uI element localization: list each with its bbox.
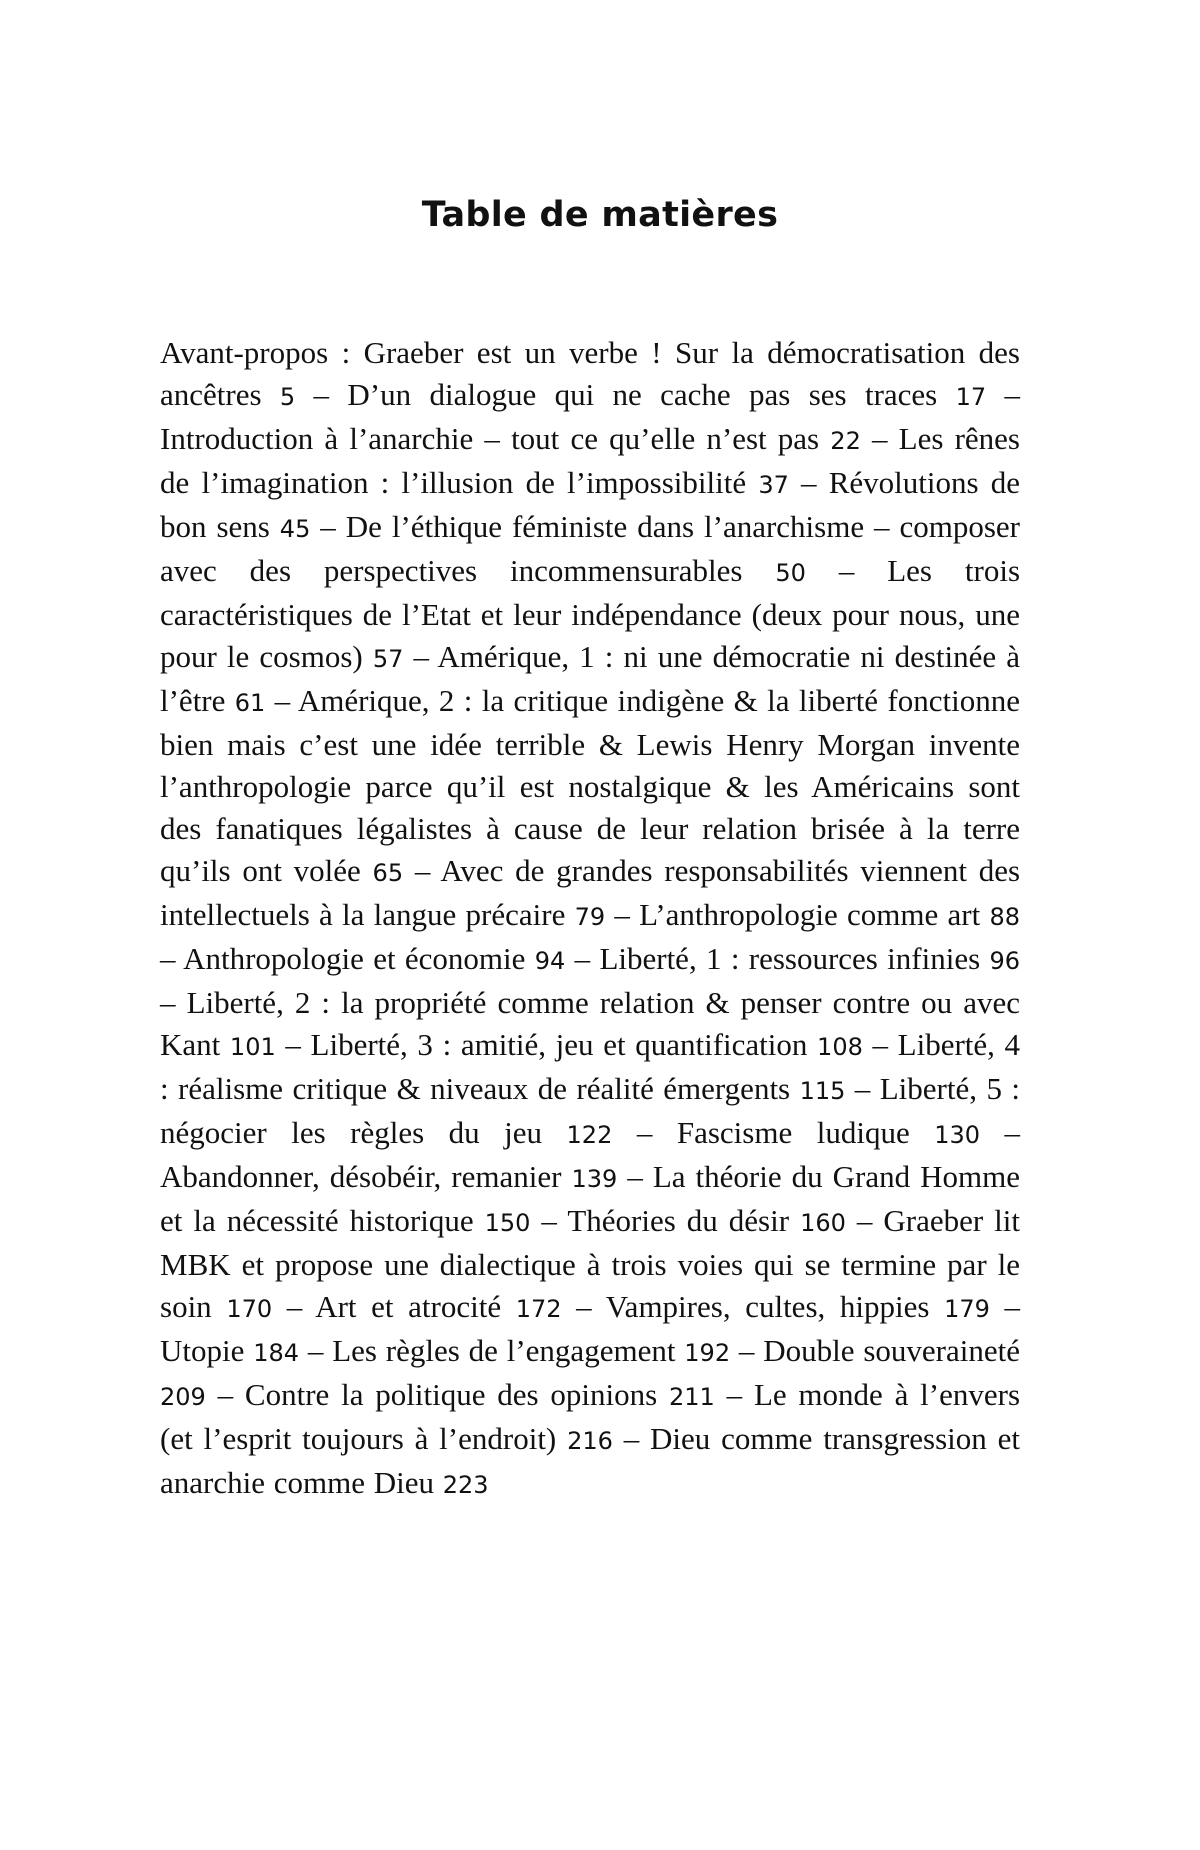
- toc-entry-title: D’un dialogue qui ne cache pas ses traces: [347, 377, 938, 412]
- page-title: Table de matières: [421, 195, 779, 235]
- toc-entry-page-number: 108: [817, 1033, 863, 1061]
- toc-entry-page-number: 184: [253, 1339, 300, 1367]
- toc-entry-page-number: 115: [799, 1077, 846, 1105]
- toc-entry-title: Les règles de l’engagement: [332, 1333, 676, 1368]
- toc-entry-title: Le monde à l’envers (et l’esprit toujours à l’endroit): [160, 1377, 1021, 1456]
- toc-entry-page-number: 50: [775, 559, 806, 587]
- toc-entry-page-number: 216: [567, 1427, 613, 1455]
- toc-entry-page-number: 150: [484, 1209, 531, 1237]
- toc-entry-page-number: 22: [830, 427, 861, 455]
- toc-entry-title: La théorie du Grand Homme et la nécessité historique: [160, 1159, 1021, 1238]
- toc-entry-title: Liberté, 3 : amitié, jeu et quantification: [310, 1027, 808, 1062]
- toc-entry-page-number: 160: [800, 1209, 846, 1237]
- toc-entry-title: Amérique, 1 : ni une démocratie ni destinée à l’être: [160, 639, 1021, 718]
- toc-entry-page-number: 139: [571, 1165, 618, 1193]
- toc-entry-page-number: 179: [944, 1295, 990, 1323]
- toc-entry-page-number: 45: [279, 515, 311, 543]
- toc-entry-page-number: 79: [574, 903, 606, 931]
- toc-entry-title: Fascisme ludique: [676, 1115, 910, 1150]
- toc-entry-page-number: 122: [566, 1121, 613, 1149]
- toc-entry-page-number: 192: [684, 1339, 731, 1367]
- toc-entry-title: Vampires, cultes, hippies: [605, 1289, 930, 1324]
- toc-entry-title: Utopie: [160, 1333, 245, 1368]
- toc-entry-page-number: 61: [234, 689, 266, 717]
- table-of-contents: Avant-propos : Graeber est un verbe ! Sur la démocratisation des ancêtres 5 – D’un dialogue qui ne cache pas ses traces 17 – Introduction à l’anarchie – tout ce qu’elle n’est pas 22 – Les rênes de l’imagination : l’illusion de l’impossibilité 37 – Révolutions de bon sens 45 – De l’éthique féministe dans l’anarchisme – composer avec des perspectives incommensurables 50 – Les trois caractéristiques de l’Etat et leur indépendance (deux pour nous, une pour le cosmos) 57 – Amérique, 1 : ni une démocratie ni destinée à l’être 61 – Amérique, 2 : la critique indigène & la liberté fonctionne bien mais c’est une idée terrible & Lewis Henry Morgan invente l’anthropologie parce qu’il est nostalgique & les Américains sont des fanatiques légalistes à cause de leur relation brisée à la terre qu’ils ont volée 65 – Avec de grandes responsabilités viennent des intellectuels à la langue précaire 79 – L’anthropologie comme art 88 – Anthropologie et économie 94 – Liberté, 1 : ressources infinies 96 – Liberté, 2 : la propriété comme relation & penser contre ou avec Kant 101 – Liberté, 3 : amitié, jeu et quantification 108 – Liberté, 4 : réalisme critique & niveaux de réalité émergents 115 – Liberté, 5 : négocier les règles du jeu 122 – Fascisme ludique 130 – Abandonner, désobéir, remanier 139 – La théorie du Grand Homme et la nécessité historique 150 – Théories du désir 160 – Graeber lit MBK et propose une dialectique à trois voies qui se termine par le soin 170 – Art et atrocité 172 – Vampires, cultes, hippies 179 – Utopie 184 – Les règles de l’engagement 192 – Double souveraineté 209 – Contre la politique des opinions 211 – Le monde à l’envers (et l’esprit toujours à l’endroit) 216 – Dieu comme transgression et anarchie comme Dieu 223: [160, 335, 1021, 1500]
- toc-entry-page-number: 211: [669, 1383, 715, 1411]
- toc-entry-title: Les rênes de l’imagination : l’illusion de l’impossibilité: [160, 421, 1021, 500]
- toc-entry-title: Contre la politique des opinions: [244, 1377, 658, 1412]
- toc-entry-page-number: 88: [989, 903, 1021, 931]
- toc-entry-title: Avant-propos : Graeber est un verbe ! Sur la démocratisation des ancêtres: [160, 335, 1020, 412]
- toc-entry-page-number: 37: [758, 471, 789, 499]
- toc-entry-page-number: 17: [955, 383, 987, 411]
- toc-entry-page-number: 130: [934, 1121, 981, 1149]
- toc-entry-page-number: 209: [160, 1383, 206, 1411]
- toc-entry-title: Amérique, 2 : la critique indigène & la liberté fonctionne bien mais c’est une idée terrible & Lewis Henry Morgan invente l’anthropologie parce qu’il est nostalgique & les Américains sont des fanatiques légalistes à cause de leur relation brisée à la terre qu’ils ont volée: [160, 683, 1020, 888]
- toc-entry-title: Art et atrocité: [315, 1289, 502, 1324]
- toc-entry-title: Liberté, 2 : la propriété comme relation & penser contre ou avec Kant: [160, 985, 1020, 1062]
- toc-entry-page-number: 65: [372, 859, 404, 887]
- toc-entry-page-number: 5: [279, 383, 296, 411]
- toc-entry-page-number: 94: [534, 947, 566, 975]
- toc-entry-page-number: 223: [442, 1471, 489, 1499]
- toc-entry-title: Liberté, 5 : négocier les règles du jeu: [160, 1071, 1020, 1150]
- toc-entry-title: De l’éthique féministe dans l’anarchisme – composer avec des perspectives incommensurables: [160, 509, 1021, 588]
- toc-entry-title: Dieu comme transgression et anarchie comme Dieu: [160, 1421, 1020, 1500]
- toc-entry-title: Introduction à l’anarchie – tout ce qu’elle n’est pas: [160, 421, 820, 456]
- toc-entry-title: L’anthropologie comme art: [639, 897, 981, 932]
- toc-entry-title: Double souveraineté: [763, 1333, 1021, 1368]
- toc-entry-title: Avec de grandes responsabilités viennent des intellectuels à la langue précaire: [160, 853, 1021, 932]
- toc-entry-title: Théories du désir: [567, 1203, 790, 1238]
- toc-entry-title: Anthropologie et économie: [183, 941, 526, 976]
- toc-entry-page-number: 172: [515, 1295, 562, 1323]
- toc-entry-title: Liberté, 4 : réalisme critique & niveaux de réalité émergents: [160, 1027, 1021, 1106]
- toc-entry-title: Abandonner, désobéir, remanier: [160, 1159, 562, 1194]
- toc-entry-title: Révolutions de bon sens: [160, 465, 1021, 544]
- toc-entry-page-number: 101: [229, 1033, 276, 1061]
- toc-entry-page-number: 96: [989, 947, 1021, 975]
- toc-entry-page-number: 170: [226, 1295, 273, 1323]
- toc-entry-page-number: 57: [372, 645, 404, 673]
- toc-entry-title: Les trois caractéristiques de l’Etat et leur indépendance (deux pour nous, une pour le cosmos): [160, 553, 1021, 674]
- toc-entry-title: Graeber lit MBK et propose une dialectique à trois voies qui se termine par le soin: [160, 1203, 1021, 1324]
- toc-entry-title: Liberté, 1 : ressources infinies: [599, 941, 981, 976]
